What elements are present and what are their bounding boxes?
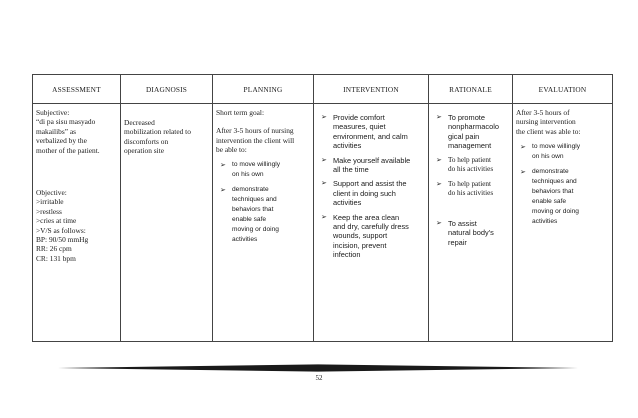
arrow-bullet-icon: ➢ [220,185,226,194]
arrow-bullet-icon: ➢ [436,219,442,227]
subjective-line: “di pa sisu masyado [36,117,96,127]
header-intervention: INTERVENTION [314,75,429,104]
objective-line: >restless [36,206,62,216]
objective-line: RR: 26 cpm [36,244,72,254]
objective-block [36,188,117,263]
objective-line: >cries at time [36,216,77,226]
arrow-bullet-icon: ➢ [220,160,226,169]
evaluation-intro-line: After 3-5 hours of [516,108,570,117]
list-item: ➢ To promote nonpharmacolo gical pain management [436,113,499,151]
rationale-cell [429,104,513,342]
planning-cell [213,104,314,342]
list-item: ➢ To help patient do his activities [436,155,494,174]
header-diagnosis: DIAGNOSIS [121,75,213,104]
subjective-line: verbalized by the [36,136,87,146]
list-item: ➢ Provide comfort measures, quiet environment, and calm activities [321,113,408,151]
assessment-cell [33,104,121,342]
subjective-block [36,108,117,155]
list-item: ➢ To assist natural body's repair [436,219,494,247]
diagnosis-line: operation site [124,146,165,156]
list-item: ➢ demonstrate techniques and behaviors that enable safe moving or doing activities [520,168,579,226]
arrow-bullet-icon: ➢ [321,212,327,221]
evaluation-intro-line: the client was able to: [516,126,581,136]
nursing-care-plan-table [32,74,613,342]
intervention-cell [314,104,429,342]
planning-intro-line: intervention the client will [216,135,295,145]
header-assessment: ASSESSMENT [33,75,121,104]
diagnosis-line: mobilization related to [124,127,191,137]
header-row [33,75,613,104]
arrow-bullet-icon: ➢ [321,113,327,121]
intervention-list [317,113,425,260]
arrow-bullet-icon: ➢ [520,143,526,152]
diagnosis-cell [121,104,213,342]
objective-line: Objective: [36,188,67,198]
list-item: ➢ Keep the area clean and dry, carefully dress wounds, support incision, prevent infection [321,212,409,260]
arrow-bullet-icon: ➢ [321,155,327,164]
list-item: ➢ To help patient do his activities [436,179,494,198]
diagnosis-line: Decreased [124,118,155,127]
diagnosis-line: discomforts on [124,136,169,146]
header-evaluation: EVALUATION [513,75,613,104]
evaluation-outcomes-list [516,142,609,227]
list-item: ➢ demonstrate techniques and behaviors that enable safe moving or doing activities [220,185,279,243]
planning-intro-line: Short term goal: [216,108,265,117]
evaluation-cell [513,104,613,342]
objective-line: >V/S as follows: [36,225,86,235]
page-number: 52 [315,374,323,382]
objective-line: CR: 131 bpm [36,253,76,263]
list-item: ➢ to move willingly on his own [220,160,281,178]
subjective-line: Subjective: [36,108,70,117]
subjective-line: mother of the patient. [36,145,100,155]
planning-intro-line: be able to: [216,145,247,155]
footer-rule [58,364,578,372]
header-rationale: RATIONALE [429,75,513,104]
arrow-bullet-icon: ➢ [436,179,442,188]
planning-intro-line: After 3-5 hours of nursing [216,126,294,136]
list-item: ➢ to move willingly on his own [520,143,581,161]
rationale-list [432,113,509,247]
content-row [33,104,613,342]
list-item: ➢ Support and assist the client in doing such activities [321,179,407,208]
arrow-bullet-icon: ➢ [436,155,442,164]
list-item: ➢ Make yourself available all the time [321,155,411,175]
arrow-bullet-icon: ➢ [520,168,526,177]
arrow-bullet-icon: ➢ [321,179,327,188]
header-planning: PLANNING [213,75,314,104]
arrow-bullet-icon: ➢ [436,113,442,121]
subjective-line: makailibs” as [36,126,77,136]
objective-line: >irritable [36,197,64,207]
objective-line: BP: 90/50 mmHg [36,235,89,245]
planning-goals-list [216,160,310,245]
evaluation-intro-line: nursing intervention [516,117,576,127]
